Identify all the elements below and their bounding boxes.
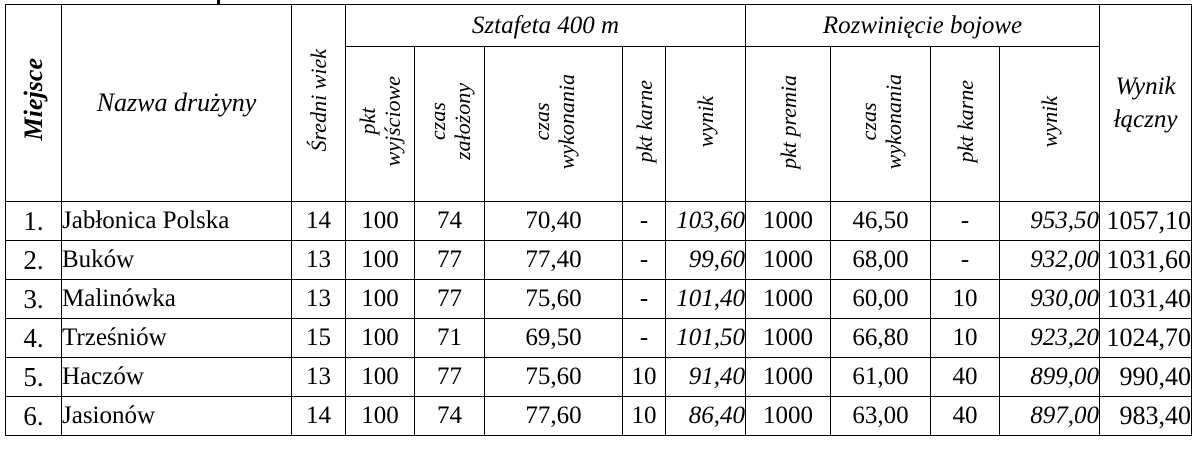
cell-relay-time: 77,40: [485, 241, 623, 280]
cell-assumed-time: 71: [415, 319, 485, 358]
cell-deploy-penalty: 40: [931, 358, 1000, 397]
cell-deploy-penalty: 10: [931, 319, 1000, 358]
table-row: [6, 241, 1192, 280]
header-deploy-penalty: [931, 47, 1000, 202]
cell-relay-penalty: -: [623, 319, 666, 358]
cell-relay-time: 70,40: [485, 202, 623, 241]
cell-total: 1031,40: [1100, 280, 1192, 319]
header-relay-group-label: Sztafeta 400 m: [471, 11, 620, 39]
header-total: [1100, 5, 1192, 202]
cell-place: 4.: [6, 319, 62, 358]
header-deploy-result-label: wynik: [1037, 95, 1063, 148]
cell-relay-result: 91,40: [666, 358, 746, 397]
header-bonus-label: pkt premia: [775, 74, 801, 169]
header-start-points: [346, 47, 415, 202]
cell-deploy-time: 63,00: [831, 397, 931, 436]
header-assumed-time-label: czas założony: [424, 83, 475, 160]
cell-relay-penalty: -: [623, 241, 666, 280]
cell-assumed-time: 74: [415, 202, 485, 241]
cell-start-points: 100: [346, 280, 415, 319]
table-row: [6, 319, 1192, 358]
cell-assumed-time: 77: [415, 358, 485, 397]
cell-deploy-time: 61,00: [831, 358, 931, 397]
cell-start-points: 100: [346, 358, 415, 397]
cell-place: 3.: [6, 280, 62, 319]
cell-deploy-time: 66,80: [831, 319, 931, 358]
header-assumed-time: [415, 47, 485, 202]
cell-total: 990,40: [1100, 358, 1192, 397]
cell-start-points: 100: [346, 241, 415, 280]
header-relay-penalty-label: pkt karne: [631, 80, 657, 163]
header-place: [6, 5, 62, 202]
cell-age: 14: [292, 202, 346, 241]
header-total-label: Wynik łączny: [1113, 73, 1178, 133]
cell-start-points: 100: [346, 319, 415, 358]
cell-team: Trześniów: [62, 319, 292, 358]
table-row: [6, 202, 1192, 241]
cell-relay-penalty: 10: [623, 358, 666, 397]
cell-team: Jasionów: [62, 397, 292, 436]
header-start-points-label: pkt wyjściowe: [355, 76, 405, 167]
cell-relay-penalty: -: [623, 202, 666, 241]
cell-total: 1031,60: [1100, 241, 1192, 280]
header-bonus: [746, 47, 831, 202]
cell-team: Malinówka: [62, 280, 292, 319]
header-deploy-exec-time-label: czas wykonania: [855, 73, 906, 170]
cell-deploy-result: 899,00: [1000, 358, 1100, 397]
cell-start-points: 100: [346, 397, 415, 436]
cell-place: 6.: [6, 397, 62, 436]
cell-total: 983,40: [1100, 397, 1192, 436]
cell-deploy-penalty: -: [931, 202, 1000, 241]
cell-bonus: 1000: [746, 319, 831, 358]
cell-start-points: 100: [346, 202, 415, 241]
cell-deploy-time: 46,50: [831, 202, 931, 241]
cell-assumed-time: 77: [415, 241, 485, 280]
cell-relay-result: 99,60: [666, 241, 746, 280]
header-place-label: Miejsce: [18, 58, 48, 141]
cell-relay-time: 69,50: [485, 319, 623, 358]
header-deploy-group-label: Rozwinięcie bojowe: [822, 11, 1023, 39]
cell-age: 13: [292, 280, 346, 319]
cell-age: 13: [292, 241, 346, 280]
cell-bonus: 1000: [746, 202, 831, 241]
cell-relay-penalty: 10: [623, 397, 666, 436]
cell-bonus: 1000: [746, 241, 831, 280]
header-team-label: Nazwa drużyny: [96, 88, 257, 117]
cell-bonus: 1000: [746, 280, 831, 319]
cell-age: 13: [292, 358, 346, 397]
cell-assumed-time: 77: [415, 280, 485, 319]
cell-total: 1024,70: [1100, 319, 1192, 358]
header-deploy-penalty-label: pkt karne: [952, 80, 978, 163]
header-avg-age: [292, 5, 346, 202]
cell-deploy-result: 953,50: [1000, 202, 1100, 241]
cell-deploy-result: 897,00: [1000, 397, 1100, 436]
header-deploy-result: [1000, 47, 1100, 202]
cell-place: 1.: [6, 202, 62, 241]
cell-total: 1057,10: [1100, 202, 1192, 241]
cell-team: Buków: [62, 241, 292, 280]
cell-deploy-time: 68,00: [831, 241, 931, 280]
cell-deploy-penalty: 40: [931, 397, 1000, 436]
cell-age: 14: [292, 397, 346, 436]
cell-age: 15: [292, 319, 346, 358]
cell-deploy-result: 932,00: [1000, 241, 1100, 280]
cell-deploy-penalty: -: [931, 241, 1000, 280]
cell-assumed-time: 74: [415, 397, 485, 436]
header-relay-group: [346, 5, 746, 47]
cell-relay-result: 86,40: [666, 397, 746, 436]
cell-place: 5.: [6, 358, 62, 397]
cell-relay-result: 101,40: [666, 280, 746, 319]
cell-team: Haczów: [62, 358, 292, 397]
cell-relay-result: 103,60: [666, 202, 746, 241]
table-row: [6, 397, 1192, 436]
cell-relay-time: 75,60: [485, 358, 623, 397]
cell-deploy-result: 923,20: [1000, 319, 1100, 358]
cell-relay-time: 77,60: [485, 397, 623, 436]
header-relay-result: [666, 47, 746, 202]
cell-bonus: 1000: [746, 358, 831, 397]
cell-place: 2.: [6, 241, 62, 280]
results-table: [5, 4, 1192, 436]
cell-deploy-time: 60,00: [831, 280, 931, 319]
cell-deploy-result: 930,00: [1000, 280, 1100, 319]
header-relay-result-label: wynik: [693, 95, 718, 148]
header-row-groups: [6, 5, 1192, 47]
cell-relay-penalty: -: [623, 280, 666, 319]
header-deploy-exec-time: [831, 47, 931, 202]
header-team: [62, 5, 292, 202]
results-document: [5, 4, 1192, 436]
header-relay-exec-time: [485, 47, 623, 202]
table-row: [6, 280, 1192, 319]
cell-relay-time: 75,60: [485, 280, 623, 319]
cell-team: Jabłonica Polska: [62, 202, 292, 241]
cell-relay-result: 101,50: [666, 319, 746, 358]
table-row: [6, 358, 1192, 397]
header-avg-age-label: Średni wiek: [306, 49, 331, 152]
cell-deploy-penalty: 10: [931, 280, 1000, 319]
header-deploy-group: [746, 5, 1100, 47]
header-relay-penalty: [623, 47, 666, 202]
header-relay-exec-time-label: czas wykonania: [528, 73, 579, 170]
cell-bonus: 1000: [746, 397, 831, 436]
